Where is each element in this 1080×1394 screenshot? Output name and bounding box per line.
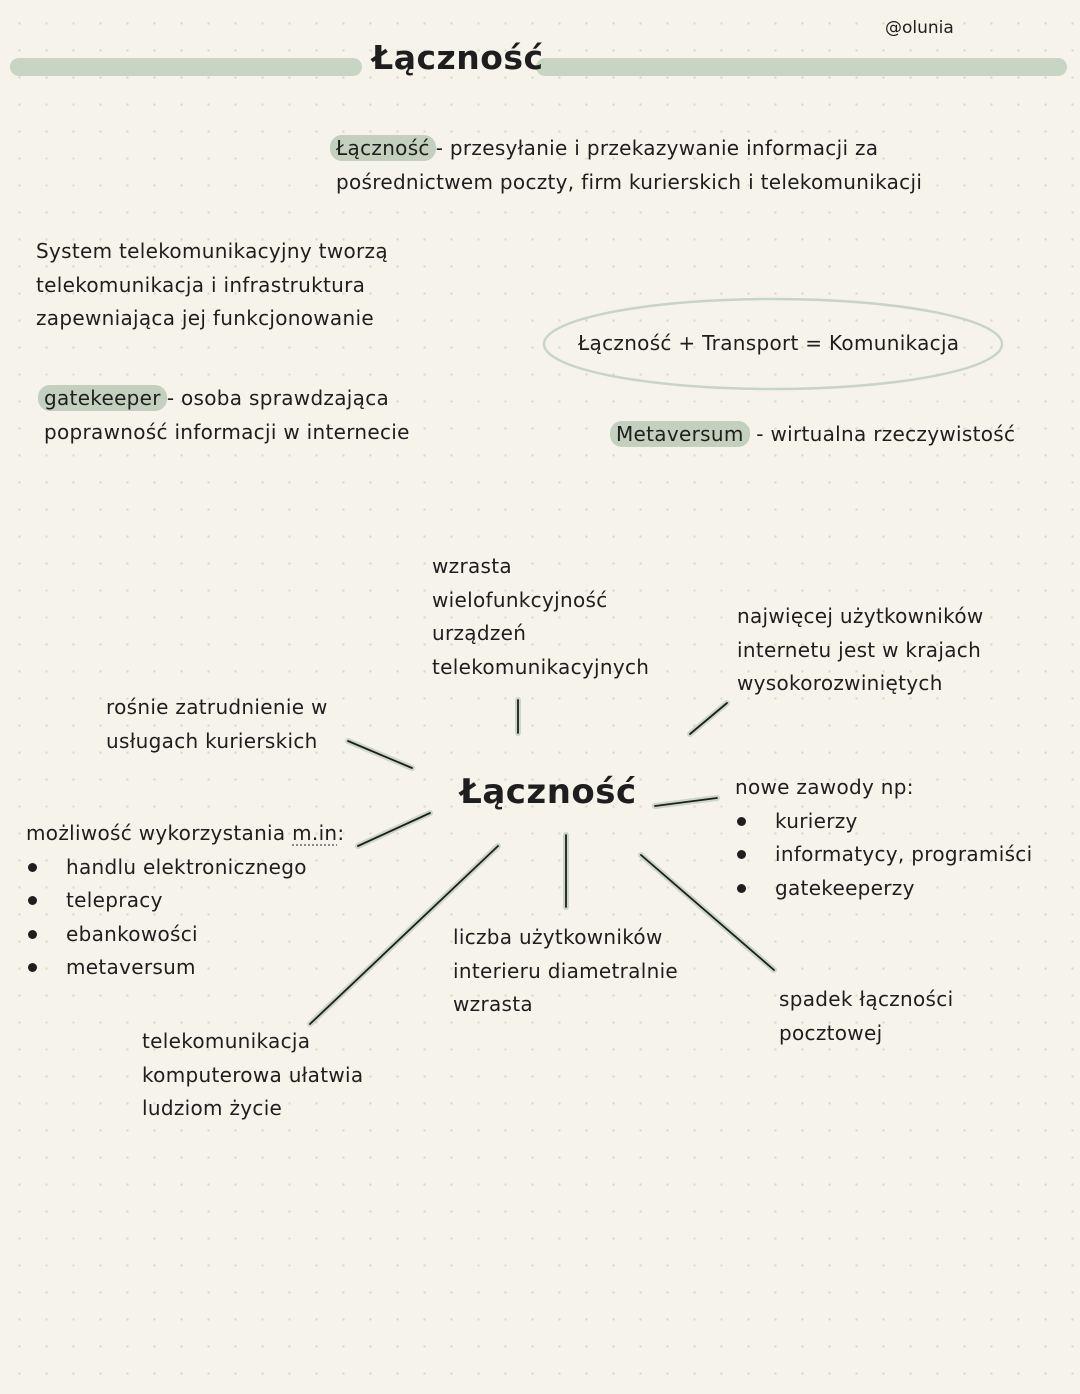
mindmap-line: telekomunikacja [142,1029,311,1053]
connector-left [358,813,430,846]
metaversum-definition: - wirtualna rzeczywistość [749,422,1016,446]
system-line: telekomunikacja i infrastruktura [36,272,366,297]
mindmap-center: Łączność [460,772,637,812]
abbreviation: m.in [292,821,338,845]
definition-term: Łączność [330,135,436,161]
equation: Łączność + Transport = Komunikacja [578,331,960,355]
list-item: handlu elektronicznego [26,851,344,885]
definition-line2: pośrednictwem poczty, firm kurierskich i telekomunikacji [336,169,923,194]
mindmap-line: wzrasta [432,554,512,578]
mindmap-left [26,817,344,985]
system-line: zapewniająca jej funkcjonowanie [36,306,374,330]
list-item: ebankowości [26,918,344,952]
list-item: telepracy [26,884,344,918]
right-list [735,805,1032,906]
metaversum-term: Metaversum [610,421,750,447]
connector-upper-left [348,741,412,768]
heading-text: możliwość wykorzystania [26,821,293,845]
mindmap-line: interieru diametralnie [453,958,679,983]
mindmap-bottom-right [779,983,953,1050]
mindmap-line: najwięcej użytkowników [737,604,984,628]
heading-colon: : [337,821,345,845]
list-item: informatycy, programiści [735,838,1032,872]
mindmap-line: rośnie zatrudnienie w [106,695,328,719]
gatekeeper-note [44,382,410,449]
left-list [26,851,344,985]
mindmap-line: wysokorozwiniętych [737,671,943,695]
mindmap-bottom [453,921,678,1022]
mindmap-line: wielofunkcyjność [432,587,608,612]
system-line: System telekomunikacyjny tworzą [36,239,388,263]
page-title: Łączność [372,38,544,77]
list-item: gatekeeperzy [735,872,1032,906]
mindmap-right-heading: nowe zawody np: [735,775,914,799]
author-handle: @olunia [885,18,954,38]
mindmap-top [432,550,649,684]
mindmap-line: usługach kurierskich [106,728,318,753]
mindmap-line: komputerowa ułatwia [142,1062,364,1087]
mindmap-bottom-left [142,1025,363,1126]
gatekeeper-line1: - osoba sprawdzająca [166,386,390,410]
list-item: metaversum [26,951,344,985]
mindmap-right [735,771,1032,905]
mindmap-top-right [737,600,984,701]
mindmap-line: pocztowej [779,1020,883,1045]
mindmap-line: internetu jest w krajach [737,637,982,662]
mindmap-line: spadek łączności [779,987,954,1011]
gatekeeper-term: gatekeeper [38,385,167,411]
metaversum-note [616,418,1015,452]
list-item: kurierzy [735,805,1032,839]
mindmap-line: telekomunikacyjnych [432,654,650,679]
mindmap-line: ludziom życie [142,1096,283,1120]
connector-top-right [690,703,727,734]
mindmap-line: liczba użytkowników [453,925,663,949]
mindmap-left-heading [26,817,344,851]
definition-line1: - przesyłanie i przekazywanie informacji za [435,136,879,160]
mindmap-line: urządzeń [432,621,527,645]
mindmap-upper-left [106,691,328,758]
mindmap-line: wzrasta [453,992,533,1016]
gatekeeper-line2: poprawność informacji w internecie [44,419,410,444]
